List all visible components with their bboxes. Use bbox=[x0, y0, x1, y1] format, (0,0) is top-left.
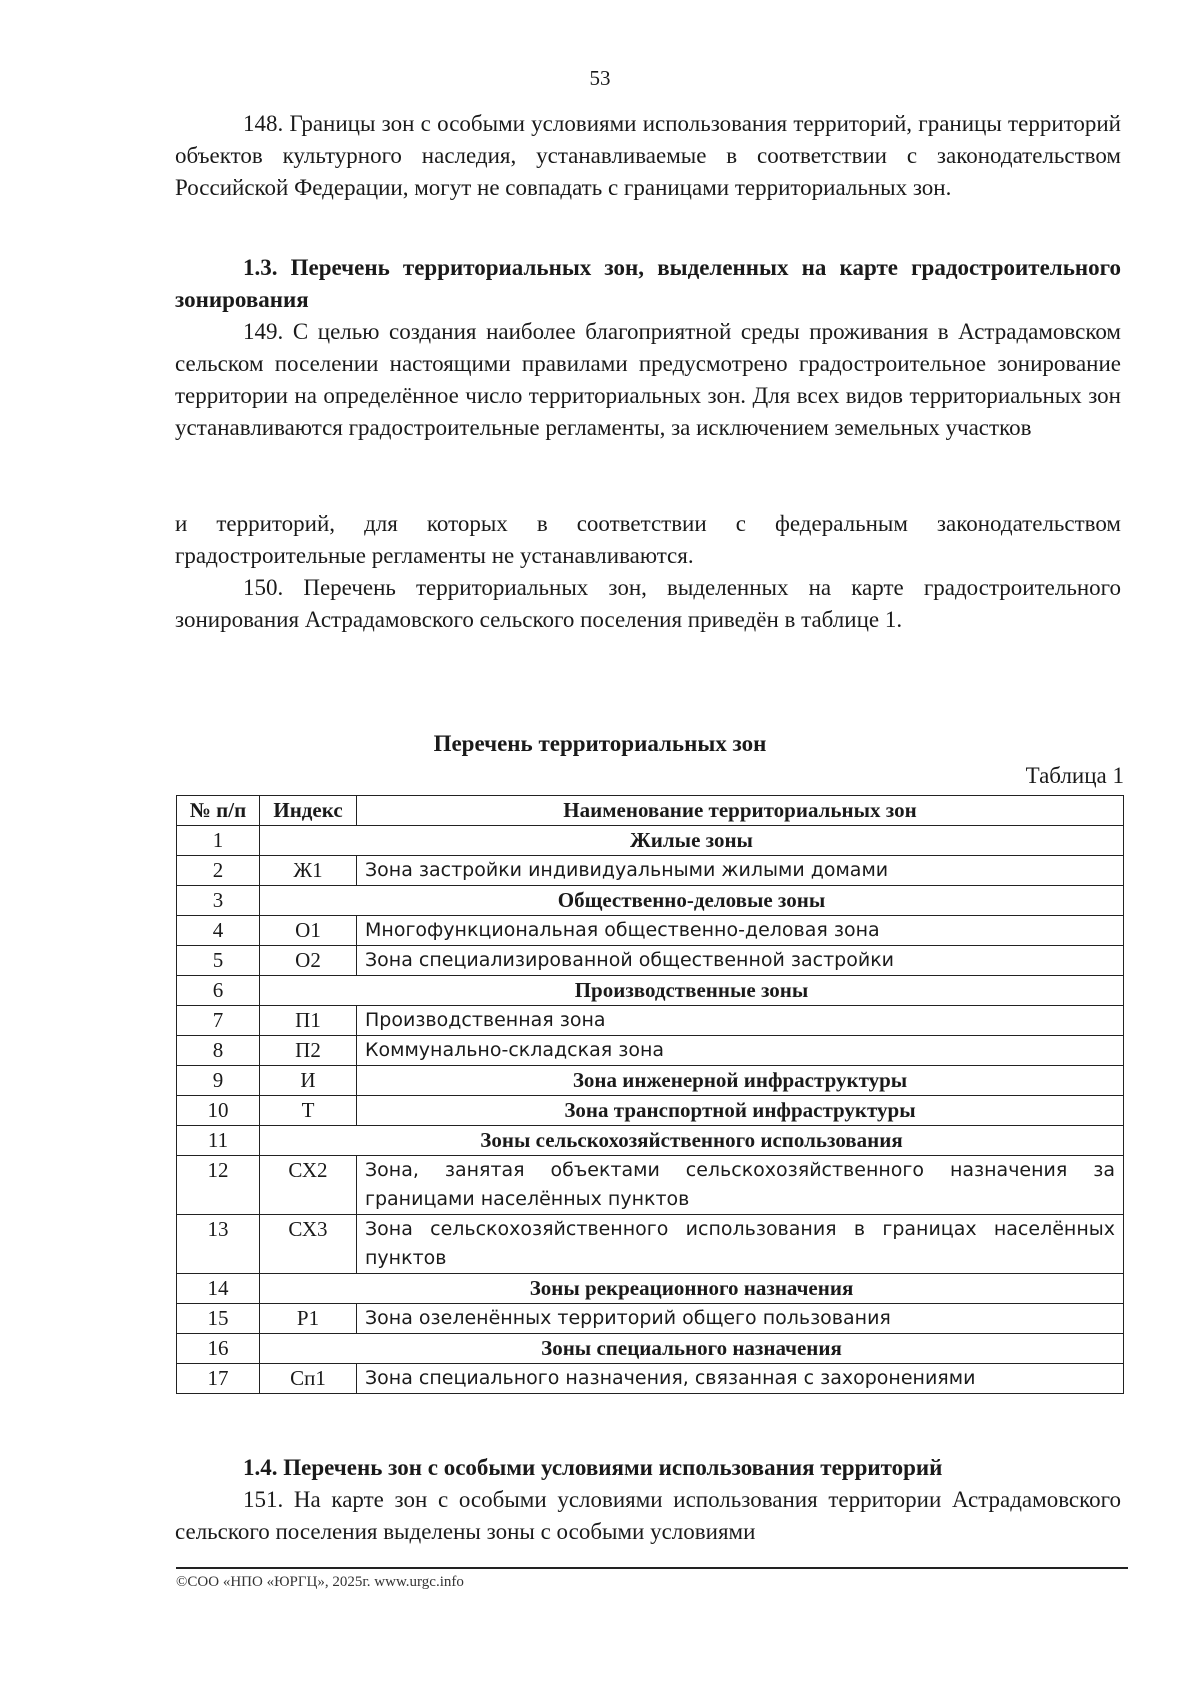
table-row bbox=[177, 1215, 1124, 1274]
row-index: Т bbox=[260, 1096, 357, 1126]
row-num: 13 bbox=[177, 1215, 260, 1274]
table-row bbox=[177, 856, 1124, 886]
table-title: Перечень территориальных зон bbox=[433, 731, 767, 756]
row-num: 3 bbox=[177, 886, 260, 916]
row-num: 12 bbox=[177, 1156, 260, 1215]
row-group-name: Общественно-деловые зоны bbox=[260, 886, 1124, 916]
row-name: Зона специального назначения, связанная с захоронениями bbox=[357, 1364, 1124, 1394]
row-num: 10 bbox=[177, 1096, 260, 1126]
row-num: 17 bbox=[177, 1364, 260, 1394]
table-row bbox=[177, 1066, 1124, 1096]
row-name: Зона застройки индивидуальными жилыми домами bbox=[357, 856, 1124, 886]
territorial-zones-table bbox=[176, 795, 1124, 1394]
row-name: Коммунально-складская зона bbox=[357, 1036, 1124, 1066]
row-name: Многофункциональная общественно-деловая зона bbox=[357, 916, 1124, 946]
table-row bbox=[177, 976, 1124, 1006]
page-number: 53 bbox=[589, 66, 611, 90]
row-index: И bbox=[260, 1066, 357, 1096]
row-name: Зона специализированной общественной застройки bbox=[357, 946, 1124, 976]
row-group-name: Жилые зоны bbox=[260, 826, 1124, 856]
table-row bbox=[177, 1334, 1124, 1364]
paragraph-149-continued: и территорий, для которых в соответствии с федеральным законодательством градостроительные регламенты не устанавливаются. bbox=[175, 511, 1121, 568]
row-name: Зона инженерной инфраструктуры bbox=[357, 1066, 1124, 1096]
row-num: 7 bbox=[177, 1006, 260, 1036]
header-name: Наименование территориальных зон bbox=[357, 796, 1124, 826]
row-num: 11 bbox=[177, 1126, 260, 1156]
paragraph-150: 150. Перечень территориальных зон, выделенных на карте градостроительного зонирования Астрадамовского сельского поселения приведён в таблице 1. bbox=[175, 575, 1121, 632]
row-num: 2 bbox=[177, 856, 260, 886]
paragraph-148: 148. Границы зон с особыми условиями использования территорий, границы территорий объектов культурного наследия, устанавливаемые в соответствии с законодательством Российской Федерации, могут не совпадать с границами территориальных зон. bbox=[175, 111, 1121, 200]
header-index: Индекс bbox=[260, 796, 357, 826]
row-num: 8 bbox=[177, 1036, 260, 1066]
row-index: О1 bbox=[260, 916, 357, 946]
table-caption: Таблица 1 bbox=[1025, 763, 1124, 788]
row-num: 4 bbox=[177, 916, 260, 946]
row-num: 15 bbox=[177, 1304, 260, 1334]
table-row bbox=[177, 886, 1124, 916]
row-num: 1 bbox=[177, 826, 260, 856]
row-group-name: Зоны специального назначения bbox=[260, 1334, 1124, 1364]
row-num: 9 bbox=[177, 1066, 260, 1096]
row-group-name: Производственные зоны bbox=[260, 976, 1124, 1006]
row-num: 14 bbox=[177, 1274, 260, 1304]
header-num: № п/п bbox=[177, 796, 260, 826]
section-heading-1-4: 1.4. Перечень зон с особыми условиями использования территорий bbox=[243, 1455, 943, 1480]
row-index: СХ2 bbox=[260, 1156, 357, 1215]
table-row bbox=[177, 1006, 1124, 1036]
row-index: Р1 bbox=[260, 1304, 357, 1334]
row-index: СХ3 bbox=[260, 1215, 357, 1274]
row-num: 6 bbox=[177, 976, 260, 1006]
footer-divider bbox=[176, 1567, 1128, 1569]
row-group-name: Зоны сельскохозяйственного использования bbox=[260, 1126, 1124, 1156]
paragraph-149: 149. С целью создания наиболее благоприятной среды проживания в Астрадамовском сельском поселении настоящими правилами предусмотрено градостроительное зонирование территории на определённое число территориальных зон. Для всех видов территориальных зон устанавливаются градостроительные регламенты, за исключением земельных участков bbox=[175, 319, 1121, 440]
row-group-name: Зоны рекреационного назначения bbox=[260, 1274, 1124, 1304]
row-index: Ж1 bbox=[260, 856, 357, 886]
table-row bbox=[177, 1126, 1124, 1156]
row-name: Производственная зона bbox=[357, 1006, 1124, 1036]
table-row bbox=[177, 1096, 1124, 1126]
row-name: Зона, занятая объектами сельскохозяйственного назначения за границами населённых пунктов bbox=[357, 1156, 1124, 1215]
section-heading-1-3: 1.3. Перечень территориальных зон, выделенных на карте градостроительного зонирования bbox=[175, 255, 1121, 312]
paragraph-151: 151. На карте зон с особыми условиями использования территории Астрадамовского сельского поселения выделены зоны с особыми условиями bbox=[175, 1487, 1121, 1544]
row-index: П1 bbox=[260, 1006, 357, 1036]
table-row bbox=[177, 1304, 1124, 1334]
table-row bbox=[177, 916, 1124, 946]
row-index: П2 bbox=[260, 1036, 357, 1066]
row-index: О2 bbox=[260, 946, 357, 976]
table-row bbox=[177, 1036, 1124, 1066]
table-row bbox=[177, 946, 1124, 976]
table-row bbox=[177, 826, 1124, 856]
table-row bbox=[177, 1274, 1124, 1304]
row-name: Зона озеленённых территорий общего пользования bbox=[357, 1304, 1124, 1334]
row-num: 5 bbox=[177, 946, 260, 976]
row-name: Зона сельскохозяйственного использования в границах населённых пунктов bbox=[357, 1215, 1124, 1274]
table-header-row bbox=[177, 796, 1124, 826]
row-num: 16 bbox=[177, 1334, 260, 1364]
table-row bbox=[177, 1156, 1124, 1215]
row-name: Зона транспортной инфраструктуры bbox=[357, 1096, 1124, 1126]
footer-copyright: ©СОО «НПО «ЮРГЦ», 2025г. www.urgc.info bbox=[176, 1574, 464, 1590]
row-index: Сп1 bbox=[260, 1364, 357, 1394]
table-row bbox=[177, 1364, 1124, 1394]
